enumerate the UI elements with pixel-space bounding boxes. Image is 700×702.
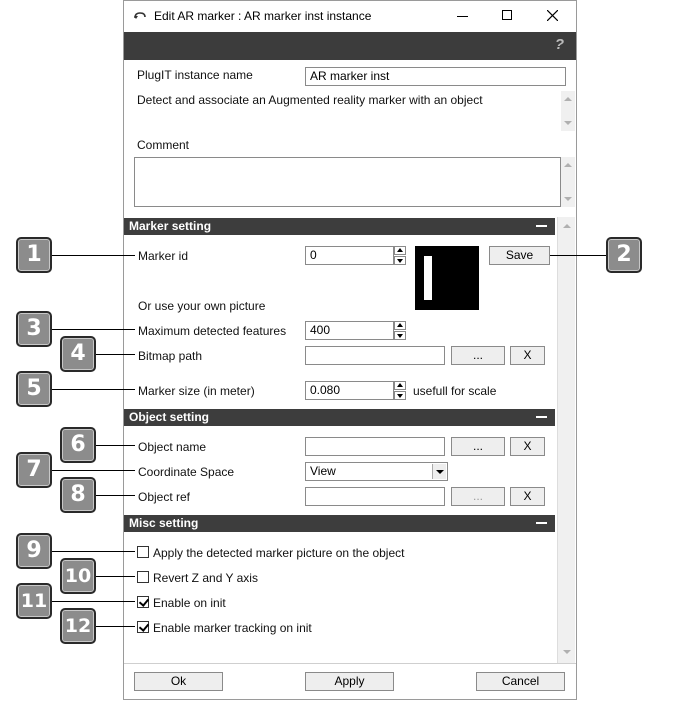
chevron-down-icon[interactable]: [432, 464, 446, 479]
window-title: Edit AR marker : AR marker inst instance: [154, 9, 372, 23]
callout-line-5: [52, 389, 135, 390]
max-features-input[interactable]: 400: [305, 321, 394, 340]
ok-button[interactable]: Ok: [134, 672, 223, 691]
object-ref-input[interactable]: [305, 487, 445, 506]
comment-textarea[interactable]: [134, 157, 561, 207]
instance-name-label: PlugIT instance name: [137, 68, 253, 82]
callout-line-2: [550, 255, 607, 256]
marker-size-label: Marker size (in meter): [138, 384, 255, 398]
bitmap-path-input[interactable]: [305, 346, 445, 365]
object-setting-title: Object setting: [129, 410, 210, 424]
own-picture-label: Or use your own picture: [138, 299, 266, 313]
app-icon: [133, 11, 147, 21]
marker-size-spinner[interactable]: [394, 381, 406, 400]
coord-space-select[interactable]: [305, 462, 448, 481]
bitmap-browse-button[interactable]: ...: [451, 346, 505, 365]
revert-zy-label: Revert Z and Y axis: [153, 571, 258, 585]
help-icon[interactable]: ?: [554, 36, 564, 53]
object-setting-header[interactable]: [124, 409, 555, 426]
enable-on-init-checkbox[interactable]: [137, 596, 149, 608]
bitmap-path-label: Bitmap path: [138, 349, 203, 363]
marker-size-hint: usefull for scale: [413, 384, 497, 398]
callout-badge-11: 11: [16, 583, 52, 619]
callout-badge-3: 3: [16, 311, 52, 347]
callout-badge-1: 1: [16, 237, 52, 273]
toolbar: [124, 32, 576, 60]
callout-line-7: [52, 470, 135, 471]
description-scrollbar[interactable]: [561, 91, 575, 131]
object-name-browse-button[interactable]: ...: [451, 437, 505, 456]
callout-line-8: [96, 495, 135, 496]
save-button[interactable]: Save: [489, 246, 550, 265]
collapse-icon[interactable]: [536, 522, 547, 524]
apply-picture-label: Apply the detected marker picture on the object: [153, 546, 405, 560]
enable-tracking-checkbox[interactable]: [137, 621, 149, 633]
object-name-label: Object name: [138, 440, 207, 454]
bitmap-clear-button[interactable]: X: [510, 346, 545, 365]
max-features-spinner[interactable]: [394, 321, 406, 340]
callout-badge-12: 12: [60, 608, 96, 644]
marker-setting-title: Marker setting: [129, 219, 212, 233]
marker-preview-image: [415, 246, 479, 310]
marker-id-label: Marker id: [138, 249, 189, 263]
apply-picture-checkbox[interactable]: [137, 546, 149, 558]
object-ref-clear-button[interactable]: X: [510, 487, 545, 506]
callout-badge-10: 10: [60, 558, 96, 594]
coord-space-value: View: [310, 464, 336, 478]
comment-label: Comment: [137, 138, 190, 152]
marker-id-spinner[interactable]: [394, 246, 406, 265]
enable-tracking-label: Enable marker tracking on init: [153, 621, 312, 635]
collapse-icon[interactable]: [536, 416, 547, 418]
marker-setting-header[interactable]: [124, 218, 555, 235]
callout-badge-8: 8: [60, 477, 96, 513]
callout-line-12: [96, 626, 135, 627]
callout-badge-6: 6: [60, 427, 96, 463]
cancel-button[interactable]: Cancel: [476, 672, 565, 691]
maximize-button[interactable]: [502, 10, 512, 20]
callout-line-11: [52, 601, 135, 602]
instance-name-input[interactable]: AR marker inst: [305, 67, 566, 86]
callout-line-4: [96, 354, 135, 355]
edit-ar-marker-dialog: [123, 0, 577, 700]
callout-line-3: [52, 329, 135, 330]
callout-line-1: [52, 255, 135, 256]
revert-zy-checkbox[interactable]: [137, 571, 149, 583]
callout-line-6: [96, 445, 135, 446]
footer-divider: [124, 663, 576, 664]
close-button[interactable]: [547, 10, 558, 21]
apply-button[interactable]: Apply: [305, 672, 394, 691]
title-bar: [124, 1, 576, 32]
callout-badge-7: 7: [16, 452, 52, 488]
object-name-input[interactable]: [305, 437, 445, 456]
minimize-button[interactable]: [457, 16, 468, 17]
max-features-label: Maximum detected features: [138, 324, 287, 338]
description-text: Detect and associate an Augmented reality marker with an object: [137, 93, 483, 107]
object-ref-browse-button[interactable]: ...: [451, 487, 505, 506]
marker-id-input[interactable]: 0: [305, 246, 394, 265]
callout-badge-2: 2: [606, 237, 642, 273]
callout-badge-5: 5: [16, 371, 52, 407]
callout-badge-4: 4: [60, 336, 96, 372]
enable-on-init-label: Enable on init: [153, 596, 226, 610]
marker-size-input[interactable]: 0.080: [305, 381, 394, 400]
callout-line-10: [96, 576, 135, 577]
misc-setting-header[interactable]: [124, 515, 555, 532]
callout-line-9: [52, 551, 135, 552]
object-ref-label: Object ref: [138, 490, 191, 504]
misc-setting-title: Misc setting: [129, 516, 199, 530]
comment-scrollbar[interactable]: [561, 157, 575, 207]
object-name-clear-button[interactable]: X: [510, 437, 545, 456]
settings-scrollbar[interactable]: [557, 217, 575, 663]
collapse-icon[interactable]: [536, 225, 547, 227]
callout-badge-9: 9: [16, 533, 52, 569]
coord-space-label: Coordinate Space: [138, 465, 235, 479]
